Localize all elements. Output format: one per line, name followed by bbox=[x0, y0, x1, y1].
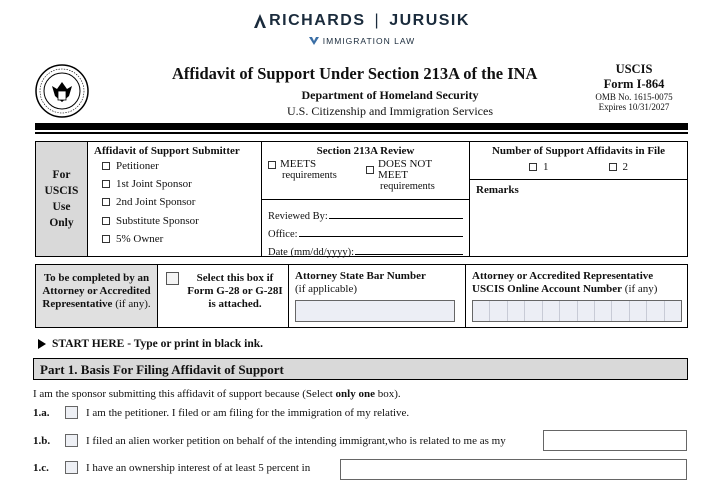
meets-label: MEETS bbox=[280, 158, 317, 170]
submitter-option-2nd-joint bbox=[94, 193, 261, 211]
header-divider-thin bbox=[35, 132, 688, 134]
not-meet-sub: requirements bbox=[380, 181, 435, 192]
firm-logo-icon bbox=[254, 14, 266, 28]
checkbox-icon bbox=[366, 166, 374, 174]
item-number: 1.b. bbox=[33, 434, 51, 447]
firm-subtitle-text: IMMIGRATION LAW bbox=[322, 36, 416, 46]
bar-number-label: Attorney State Bar Number bbox=[295, 270, 426, 282]
form-title: Affidavit of Support Under Section 213A of the INA bbox=[172, 64, 538, 83]
firm-name bbox=[254, 12, 470, 30]
bar-number-input[interactable] bbox=[295, 300, 455, 322]
checkbox-icon bbox=[102, 235, 110, 243]
submitter-option-label: 1st Joint Sponsor bbox=[116, 178, 192, 191]
attorney-section-label bbox=[36, 265, 158, 327]
item-1b bbox=[33, 434, 506, 447]
omb-number: OMB No. 1615-0075 bbox=[595, 92, 673, 102]
item-1a-checkbox[interactable] bbox=[65, 406, 78, 419]
firm-branding bbox=[0, 12, 724, 51]
attorney-label-normal: (if any). bbox=[115, 298, 151, 310]
item-1b-checkbox[interactable] bbox=[65, 434, 78, 447]
item-1c bbox=[33, 461, 310, 474]
review-column bbox=[262, 142, 470, 256]
part1-intro-after: box). bbox=[377, 388, 401, 400]
checkbox-icon bbox=[102, 198, 110, 206]
item-number: 1.c. bbox=[33, 461, 49, 474]
form-number: Form I-864 bbox=[603, 77, 665, 91]
office-line bbox=[268, 222, 469, 240]
attorney-section bbox=[35, 264, 688, 328]
remarks-label: Remarks bbox=[476, 184, 519, 196]
g28-checkbox[interactable] bbox=[166, 272, 179, 285]
office-label: Office: bbox=[268, 229, 298, 240]
affidavits-in-file-column bbox=[470, 142, 687, 256]
submitter-option-substitute bbox=[94, 212, 261, 230]
affidavit-count-option bbox=[529, 161, 549, 173]
relationship-input[interactable] bbox=[543, 430, 687, 451]
department-name: Department of Homeland Security bbox=[301, 88, 479, 102]
submitter-option-petitioner bbox=[94, 157, 261, 175]
submitter-column bbox=[88, 142, 262, 256]
use-only-line: USCIS bbox=[44, 185, 79, 197]
affidavit-count-option bbox=[609, 161, 629, 173]
submitter-option-label: 2nd Joint Sponsor bbox=[116, 196, 196, 209]
form-meta bbox=[584, 62, 684, 112]
expiration-date: Expires 10/31/2027 bbox=[598, 102, 670, 112]
submitter-option-5pct-owner bbox=[94, 230, 261, 248]
review-heading: Section 213A Review bbox=[316, 145, 415, 157]
reviewed-by-label: Reviewed By: bbox=[268, 211, 328, 222]
submitter-option-label: Substitute Sponsor bbox=[116, 214, 199, 227]
use-only-line: For bbox=[52, 169, 71, 181]
uscis-use-only-box bbox=[35, 141, 688, 257]
firm-name-part2: JURUSIK bbox=[389, 12, 470, 29]
submitter-option-label: Petitioner bbox=[116, 160, 159, 173]
meets-option bbox=[268, 159, 366, 192]
online-account-label: Attorney or Accredited Representative USCIS Online Account Number bbox=[472, 270, 654, 295]
item-1a bbox=[33, 406, 409, 419]
play-arrow-icon bbox=[38, 339, 46, 349]
online-account-note: (if any) bbox=[624, 283, 658, 295]
g28-attached bbox=[166, 272, 284, 311]
item-1c-checkbox[interactable] bbox=[65, 461, 78, 474]
bar-number-cell bbox=[288, 265, 465, 327]
g28-checkbox-label: Select this box if Form G-28 or G-28I is attached. bbox=[187, 272, 283, 310]
firm-name-separator: | bbox=[374, 12, 381, 29]
online-account-cell bbox=[465, 265, 687, 327]
item-number: 1.a. bbox=[33, 406, 50, 419]
item-text: I filed an alien worker petition on behalf of the intending immigrant,who is related to me as my bbox=[86, 434, 506, 447]
online-account-input[interactable] bbox=[472, 300, 682, 322]
ownership-entity-input[interactable] bbox=[340, 459, 687, 480]
item-text: I have an ownership interest of at least 5 percent in bbox=[86, 461, 311, 474]
use-only-line: Only bbox=[49, 217, 74, 229]
submitter-option-label: 5% Owner bbox=[116, 232, 164, 245]
part1-intro-before: I am the sponsor submitting this affidavit of support because (Select bbox=[33, 388, 333, 400]
header-divider-thick bbox=[35, 123, 688, 130]
item-text: I am the petitioner. I filed or am filing for the immigration of my relative. bbox=[86, 406, 410, 419]
part1-intro-bold: only one bbox=[335, 388, 375, 400]
checkbox-icon bbox=[609, 163, 617, 171]
checkbox-icon bbox=[268, 161, 276, 169]
submitter-option-1st-joint bbox=[94, 175, 261, 193]
agency-code: USCIS bbox=[615, 62, 653, 76]
agency-name: U.S. Citizenship and Immigration Services bbox=[287, 104, 493, 118]
checkbox-icon bbox=[102, 180, 110, 188]
affidavit-count-label: 2 bbox=[622, 161, 628, 173]
checkbox-icon bbox=[102, 162, 110, 170]
use-only-line: Use bbox=[52, 201, 71, 213]
start-here-instruction bbox=[38, 338, 263, 350]
not-meet-option bbox=[366, 159, 464, 192]
affidavit-count-label: 1 bbox=[543, 161, 549, 173]
date-label: Date (mm/dd/yyyy): bbox=[268, 247, 355, 258]
start-here-text: START HERE - Type or print in black ink. bbox=[52, 338, 264, 350]
firm-subtitle bbox=[309, 36, 415, 46]
checkbox-icon bbox=[102, 217, 110, 225]
part1-intro bbox=[33, 388, 401, 400]
submitter-heading: Affidavit of Support Submitter bbox=[94, 145, 240, 157]
meets-sub: requirements bbox=[282, 170, 337, 181]
checkbox-icon bbox=[529, 163, 537, 171]
uscis-use-only-label bbox=[36, 142, 88, 256]
firm-name-part1: RICHARDS bbox=[269, 12, 366, 29]
attorney-label-bold: To be completed by an Attorney or Accredited Representative bbox=[42, 272, 151, 310]
date-line bbox=[268, 240, 469, 258]
chevron-down-icon bbox=[309, 36, 319, 46]
not-meet-label: DOES NOT MEET bbox=[378, 158, 432, 181]
part1-heading: Part 1. Basis For Filing Affidavit of Support bbox=[33, 358, 688, 380]
reviewed-by-line bbox=[268, 204, 469, 222]
bar-number-note: (if applicable) bbox=[295, 283, 357, 295]
affidavits-heading: Number of Support Affidavits in File bbox=[491, 145, 666, 157]
